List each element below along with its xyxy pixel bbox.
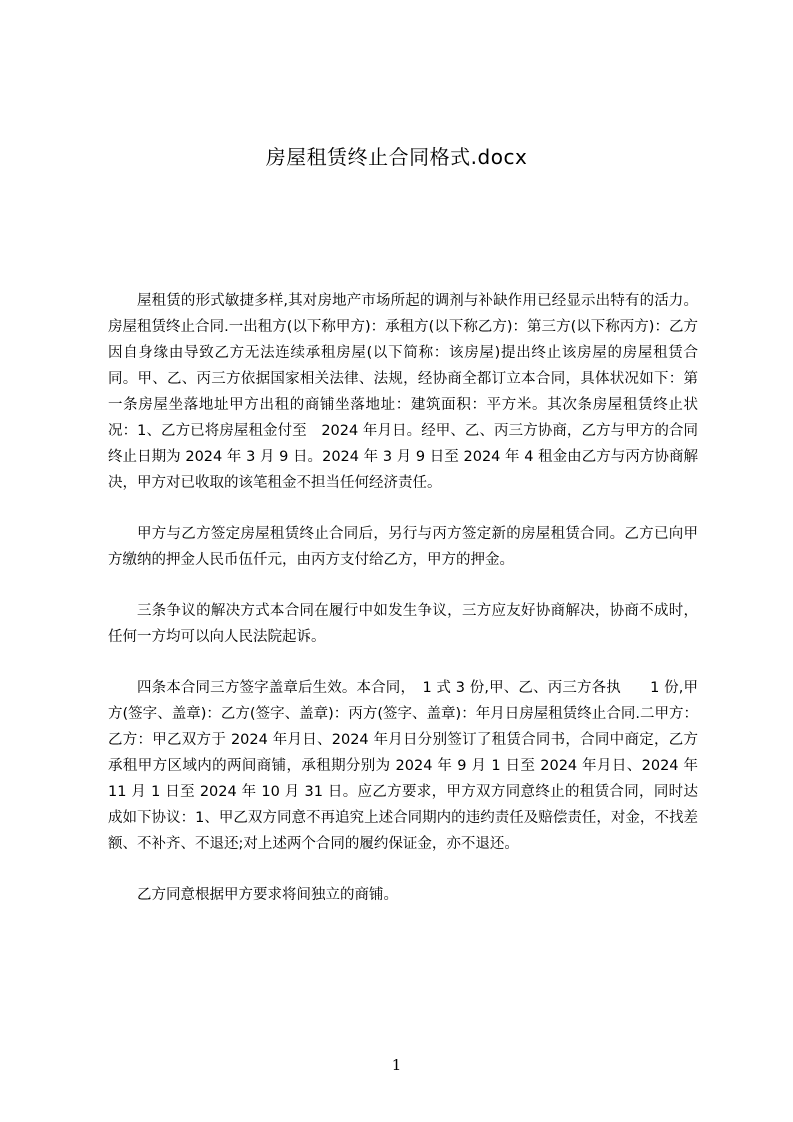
paragraph-2: 甲方与乙方签定房屋租赁终止合同后，另行与丙方签定新的房屋租赁合同。乙方已向甲方缴纳的押金人民币伍仟元，由丙方支付给乙方，甲方的押金。 — [108, 526, 698, 568]
paragraph-1: 屋租赁的形式敏捷多样,其对房地产市场所起的调剂与补缺作用已经显示出特有的活力。房屋租赁终止合同.一出租方(以下称甲方)：承租方(以下称乙方)：第三方(以下称丙方)：乙方因自身缘由导致乙方无法连续承租房屋(以下简称：该房屋)提出终止该房屋的房屋租赁合同。甲、乙、丙三方依据国家相关法律、法规，经协商全都订立本合同，具体状况如下：第一条房屋坐落地址甲方出租的商铺坐落地址：建筑面积：平方米。其次条房屋租赁终止状况：1、乙方已将房屋租金付至 2024 年月日。经甲、乙、丙三方协商，乙方与甲方的合同终止日期为 2024 年 3 月 9 日。2024 年 3 月 9 日至 2024 年 4 租金由乙方与丙方协商解决，甲方对已收取的该笔租金不担当任何经济责任。 — [108, 293, 698, 491]
document-body — [108, 288, 698, 908]
paragraph-3: 三条争议的解决方式本合同在履行中如发生争议，三方应友好协商解决，协商不成时，任何一方均可以向人民法院起诉。 — [108, 603, 698, 645]
page-number: 1 — [391, 1056, 402, 1074]
document-title: 房屋租赁终止合同格式.docx — [265, 145, 528, 169]
paragraph-5: 乙方同意根据甲方要求将间独立的商铺。 — [137, 887, 398, 903]
paragraph-4: 四条本合同三方签字盖章后生效。本合同， 1 式 3 份,甲、乙、丙三方各执 1 份,甲方(签字、盖章)：乙方(签字、盖章)：丙方(签字、盖章)：年月日房屋租赁终止合同.二甲方：乙方：甲乙双方于 2024 年月日、2024 年月日分别签订了租赁合同书，合同中商定，乙方承租甲方区域内的两间商铺，承租期分别为 2024 年 9 月 1 日至 2024 年月日、2024 年 11 月 1 日至 2024 年 10 月 31 日。应乙方要求，甲方双方同意终止的租赁合同，同时达成如下协议：1、甲乙双方同意不再追究上述合同期内的违约责任及赔偿责任，对金，不找差额、不补齐、不退还;对上述两个合同的履约保证金，亦不退还。 — [108, 680, 698, 852]
